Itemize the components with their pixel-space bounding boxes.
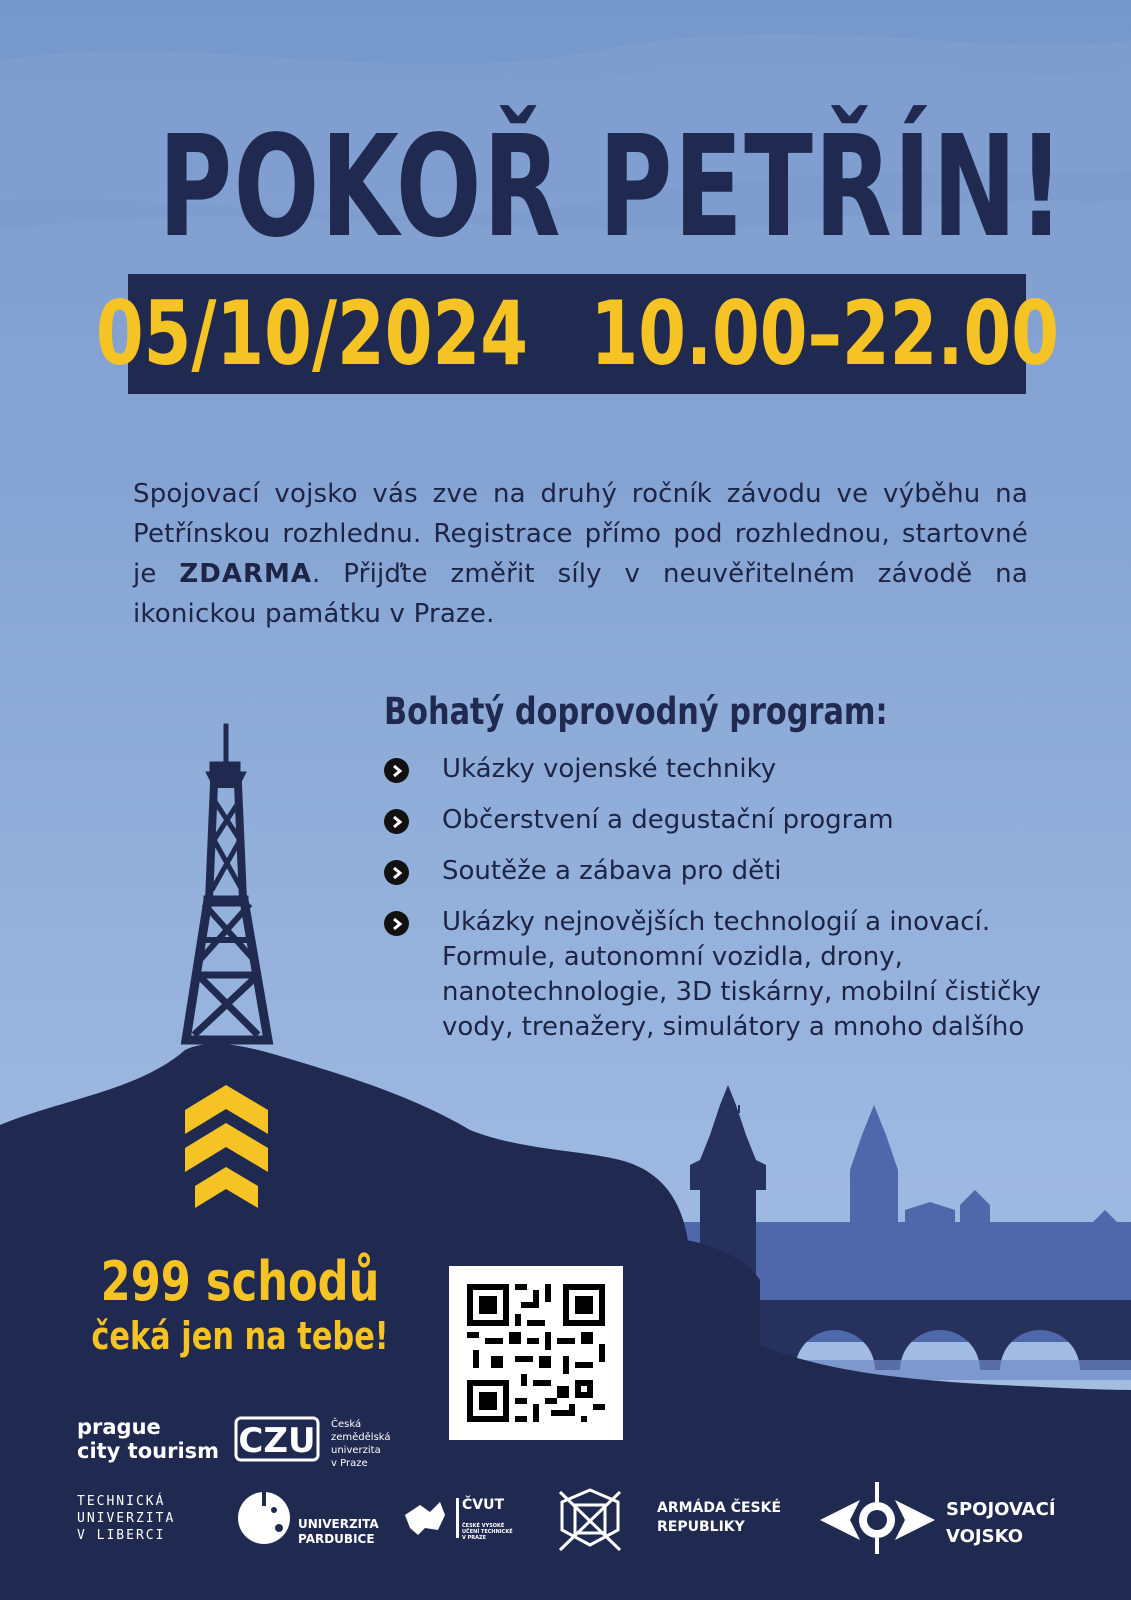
list-item: Ukázky vojenské techniky bbox=[384, 752, 1084, 787]
event-date: 05/10/2024 bbox=[95, 282, 528, 385]
program-heading: Bohatý doprovodný program: bbox=[384, 690, 888, 733]
event-time: 10.00–22.00 bbox=[590, 282, 1059, 385]
czu-logo-mark: CZU bbox=[238, 1421, 316, 1461]
qr-code-icon[interactable] bbox=[449, 1266, 623, 1440]
acr-logo: ARMÁDA ČESKÉ REPUBLIKY bbox=[657, 1500, 782, 1535]
steps-callout bbox=[0, 1252, 480, 1360]
tul-logo: TECHNICKÁ UNIVERZITA V LIBERCI bbox=[77, 1494, 176, 1543]
program-list bbox=[384, 752, 1084, 1061]
list-item: Soutěže a zábava pro děti bbox=[384, 854, 1084, 889]
free-entry-emphasis: ZDARMA bbox=[179, 559, 312, 589]
steps-count: 299 schodů bbox=[100, 1250, 380, 1313]
intro-paragraph: Spojovací vojsko vás zve na druhý ročník závodu ve výběhu na Petřínskou rozhlednu. Registrace přímo pod rozhlednou, startovné je ZDARMA. Přijďte změřit síly v neuvěřitelném závodě na ikonickou památku v Praze. bbox=[133, 479, 1028, 629]
chevron-right-icon bbox=[384, 911, 409, 936]
list-item: Ukázky nejnovějších technologií a inovací. Formule, autonomní vozidla, drony, nanotechnologie, 3D tiskárny, mobilní čističky vody, trenažery, simulátory a mnoho dalšího bbox=[384, 905, 1084, 1045]
steps-tagline: čeká jen na tebe! bbox=[91, 1314, 389, 1358]
czu-logo-text: Česká zemědělská univerzita v Praze bbox=[331, 1419, 391, 1469]
prague-city-tourism-logo: prague city tourism bbox=[77, 1415, 220, 1463]
chevron-right-icon bbox=[384, 758, 409, 783]
poster-title: POKOŘ PETŘÍN! bbox=[158, 106, 1066, 269]
list-item: Občerstvení a degustační program bbox=[384, 803, 1084, 838]
chevron-right-icon bbox=[384, 860, 409, 885]
cvut-logo-text: ČESKÉ VYSOKÉ UČENÍ TECHNICKÉ V PRAZE bbox=[462, 1523, 513, 1541]
upce-logo: UNIVERZITA PARDUBICE bbox=[298, 1517, 379, 1546]
spojovaci-vojsko-logo: SPOJOVACÍ VOJSKO bbox=[946, 1499, 1056, 1547]
chevron-right-icon bbox=[384, 809, 409, 834]
cvut-logo: ČVUT bbox=[462, 1497, 505, 1513]
